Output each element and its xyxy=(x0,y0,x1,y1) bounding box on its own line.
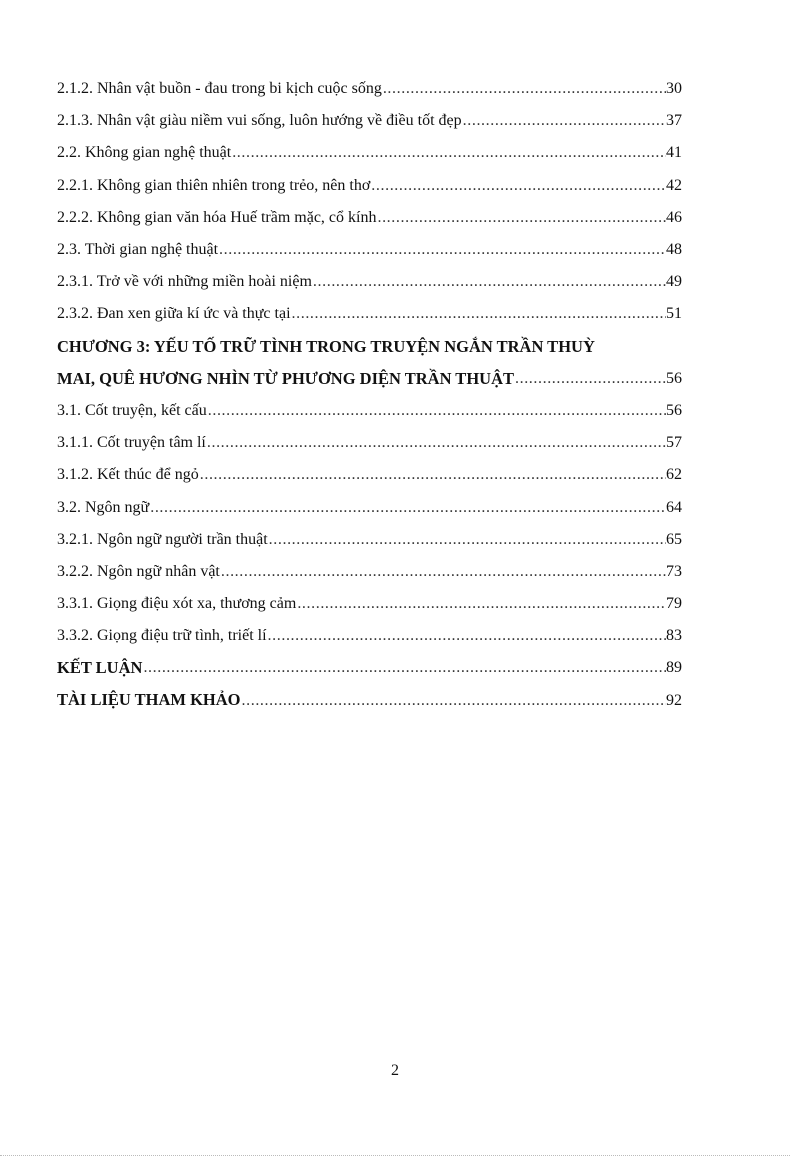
toc-entry-page: 49 xyxy=(666,273,682,291)
toc-entry-page: 64 xyxy=(666,498,682,516)
toc-leader-dots xyxy=(268,532,666,548)
toc-entry-title: KẾT LUẬN xyxy=(57,658,143,678)
toc-entry-title: 2.2.2. Không gian văn hóa Huế trầm mặc, cổ kính xyxy=(57,208,377,226)
toc-entry-title: 2.1.2. Nhân vật buồn - đau trong bi kịch cuộc sống xyxy=(57,80,382,98)
toc-leader-dots xyxy=(218,242,666,258)
table-of-contents xyxy=(57,73,682,717)
toc-leader-dots xyxy=(207,403,666,419)
toc-entry-title: 3.2.1. Ngôn ngữ người trần thuật xyxy=(57,530,268,548)
toc-entry-page: 65 xyxy=(666,530,682,548)
toc-entry-page: 48 xyxy=(666,241,682,259)
toc-entry[interactable] xyxy=(57,395,682,427)
toc-entry-page: 79 xyxy=(666,595,682,613)
chapter-title-line-2: MAI, QUÊ HƯƠNG NHÌN TỪ PHƯƠNG DIỆN TRẦN THUẬT xyxy=(57,368,514,388)
toc-leader-dots xyxy=(241,693,666,709)
toc-entry[interactable] xyxy=(57,266,682,298)
toc-entry[interactable] xyxy=(57,234,682,266)
toc-leader-dots xyxy=(514,371,666,387)
toc-entry-title: 3.2.2. Ngôn ngữ nhân vật xyxy=(57,562,220,580)
toc-entry-title: TÀI LIỆU THAM KHẢO xyxy=(57,690,241,710)
page-number: 2 xyxy=(391,1062,399,1079)
toc-entry[interactable] xyxy=(57,105,682,137)
toc-chapter-heading[interactable] xyxy=(57,331,682,395)
toc-entry[interactable] xyxy=(57,620,682,652)
toc-entry-title: 2.1.3. Nhân vật giàu niềm vui sống, luôn hướng về điều tốt đẹp xyxy=(57,112,462,130)
toc-entry-conclusion[interactable] xyxy=(57,652,682,684)
toc-entry-page: 56 xyxy=(666,369,682,387)
toc-entry[interactable] xyxy=(57,459,682,491)
toc-leader-dots xyxy=(149,500,666,516)
toc-leader-dots xyxy=(206,435,666,451)
toc-entry-page: 92 xyxy=(666,691,682,709)
toc-entry-page: 30 xyxy=(666,80,682,98)
toc-entry-page: 51 xyxy=(666,305,682,323)
toc-entry[interactable] xyxy=(57,202,682,234)
chapter-title-line-1: CHƯƠNG 3: YẾU TỐ TRỮ TÌNH TRONG TRUYỆN NGẮN TRẦN THUỲ xyxy=(57,336,595,356)
toc-leader-dots xyxy=(231,145,666,161)
toc-entry-title: 2.3.2. Đan xen giữa kí ức và thực tại xyxy=(57,305,291,323)
toc-leader-dots xyxy=(382,81,666,97)
toc-leader-dots xyxy=(296,596,666,612)
toc-entry-title: 2.2.1. Không gian thiên nhiên trong trẻo, nên thơ xyxy=(57,176,371,194)
toc-entry-title: 3.2. Ngôn ngữ xyxy=(57,498,150,516)
toc-entry-title: 3.1.2. Kết thúc để ngỏ xyxy=(57,466,199,484)
toc-leader-dots xyxy=(142,660,666,676)
toc-leader-dots xyxy=(291,306,666,322)
toc-leader-dots xyxy=(267,628,666,644)
toc-entry-title: 3.3.1. Giọng điệu xót xa, thương cảm xyxy=(57,595,297,613)
toc-entry-title: 2.3.1. Trở về với những miền hoài niệm xyxy=(57,273,312,291)
toc-entry-page: 41 xyxy=(666,144,682,162)
chapter-title-line-2-row xyxy=(57,363,682,395)
toc-leader-dots xyxy=(376,210,666,226)
toc-entry-page: 57 xyxy=(666,434,682,452)
toc-leader-dots xyxy=(220,564,666,580)
toc-entry-title: 3.1.1. Cốt truyện tâm lí xyxy=(57,434,206,452)
toc-entry-page: 73 xyxy=(666,562,682,580)
toc-entry[interactable] xyxy=(57,588,682,620)
toc-leader-dots xyxy=(312,274,666,290)
toc-entry-page: 56 xyxy=(666,401,682,419)
toc-entry-page: 46 xyxy=(666,208,682,226)
toc-entry-title: 3.1. Cốt truyện, kết cấu xyxy=(57,401,207,419)
toc-entry-title: 3.3.2. Giọng điệu trữ tình, triết lí xyxy=(57,627,267,645)
toc-entry-title: 2.3. Thời gian nghệ thuật xyxy=(57,241,219,259)
toc-entry[interactable] xyxy=(57,298,682,330)
toc-entry[interactable] xyxy=(57,491,682,523)
toc-entry[interactable] xyxy=(57,556,682,588)
toc-leader-dots xyxy=(462,113,666,129)
toc-entry-title: 2.2. Không gian nghệ thuật xyxy=(57,144,232,162)
toc-entry[interactable] xyxy=(57,170,682,202)
toc-entry[interactable] xyxy=(57,73,682,105)
toc-leader-dots xyxy=(370,178,666,194)
toc-entry[interactable] xyxy=(57,427,682,459)
toc-entry-page: 62 xyxy=(666,466,682,484)
toc-entry-page: 89 xyxy=(666,659,682,677)
toc-entry[interactable] xyxy=(57,524,682,556)
toc-leader-dots xyxy=(199,467,666,483)
toc-entry-page: 83 xyxy=(666,627,682,645)
toc-entry-page: 37 xyxy=(666,112,682,130)
toc-entry[interactable] xyxy=(57,137,682,169)
toc-entry-page: 42 xyxy=(666,176,682,194)
page-bottom-divider xyxy=(0,1155,790,1157)
toc-entry-references[interactable] xyxy=(57,685,682,717)
